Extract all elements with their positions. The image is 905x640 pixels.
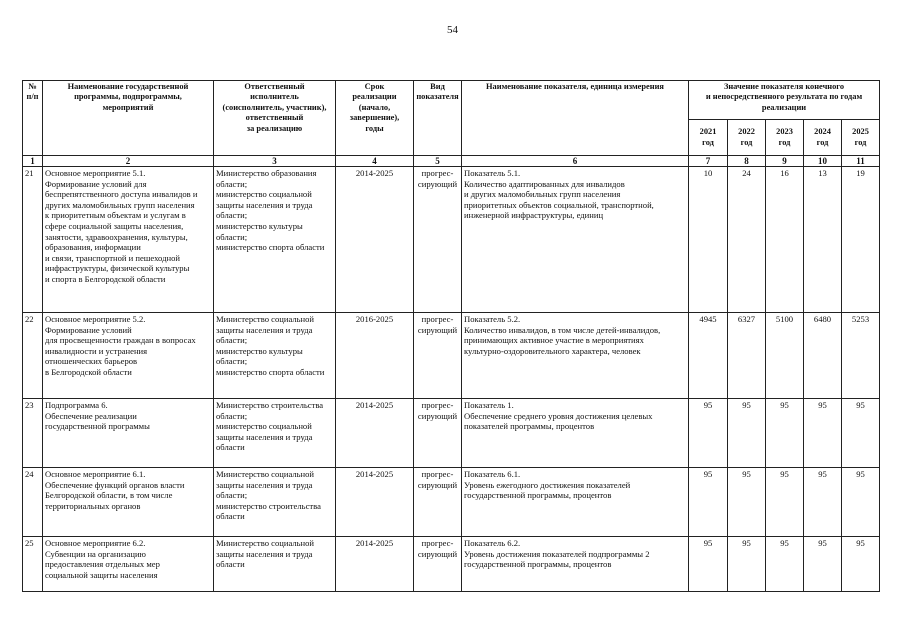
column-number: 10 [804, 156, 842, 167]
row-number: 25 [23, 537, 43, 592]
indicator-value: 95 [728, 537, 766, 592]
indicator-name: Показатель 6.1. Уровень ежегодного достижения показателей государственной программы, процентов [462, 468, 689, 537]
header-num: № п/п [23, 81, 43, 156]
indicator-value: 95 [766, 537, 804, 592]
indicator-value: 95 [689, 537, 728, 592]
measure-name: Основное мероприятие 6.1. Обеспечение функций органов власти Белгородской области, в том числе территориальных органов [43, 468, 214, 537]
indicator-name: Показатель 5.2. Количество инвалидов, в том числе детей-инвалидов, принимающих активное участие в мероприятиях культурно-оздоровительного характера, человек [462, 313, 689, 399]
indicator-value: 19 [842, 167, 880, 313]
indicator-value: 95 [766, 399, 804, 468]
header-type: Вид показателя [414, 81, 462, 156]
responsible-executor: Министерство образования области; министерство социальной защиты населения и труда области; министерство культуры области; министерство спорта области [214, 167, 336, 313]
header-year: 2022 год [728, 120, 766, 156]
measure-name: Основное мероприятие 5.2. Формирование условий для просвещенности граждан в вопросах инвалидности и устранения отношенческих барьеров в Белгородской области [43, 313, 214, 399]
indicator-name: Показатель 6.2. Уровень достижения показателей подпрограммы 2 государственной программы, процентов [462, 537, 689, 592]
column-number: 7 [689, 156, 728, 167]
header-name: Наименование государственной программы, подпрограммы, мероприятий [43, 81, 214, 156]
table-row [23, 468, 880, 537]
indicator-table [22, 80, 880, 592]
row-number: 21 [23, 167, 43, 313]
table-row [23, 167, 880, 313]
row-number: 23 [23, 399, 43, 468]
indicator-value: 95 [804, 399, 842, 468]
indicator-value: 5253 [842, 313, 880, 399]
indicator-value: 6327 [728, 313, 766, 399]
indicator-type: прогрес- сирующий [414, 468, 462, 537]
indicator-value: 6480 [804, 313, 842, 399]
indicator-value: 95 [689, 468, 728, 537]
column-number: 2 [43, 156, 214, 167]
indicator-value: 95 [766, 468, 804, 537]
header-indicator: Наименование показателя, единица измерения [462, 81, 689, 156]
column-number: 3 [214, 156, 336, 167]
indicator-value: 95 [728, 468, 766, 537]
responsible-executor: Министерство социальной защиты населения и труда области [214, 537, 336, 592]
measure-name: Основное мероприятие 6.2. Субвенции на организацию предоставления отдельных мер социальной защиты населения [43, 537, 214, 592]
implementation-period: 2014-2025 [336, 399, 414, 468]
responsible-executor: Министерство социальной защиты населения и труда области; министерство культуры области; министерство спорта области [214, 313, 336, 399]
column-number: 6 [462, 156, 689, 167]
column-number: 5 [414, 156, 462, 167]
header-period: Срок реализации (начало, завершение), годы [336, 81, 414, 156]
measure-name: Основное мероприятие 5.1. Формирование условий для беспрепятственного доступа инвалидов и других маломобильных групп населения к приоритетным объектам и услугам в сфере социальной защиты населения, занятости, здравоохранения, культуры, образования, информации и связи, транспортной и пешеходной инфраструктуры, физической культуры и спорта в Белгородской области [43, 167, 214, 313]
table-row [23, 313, 880, 399]
indicator-value: 95 [842, 537, 880, 592]
implementation-period: 2014-2025 [336, 468, 414, 537]
indicator-value: 16 [766, 167, 804, 313]
indicator-type: прогрес- сирующий [414, 167, 462, 313]
indicator-name: Показатель 1. Обеспечение среднего уровня достижения целевых показателей программы, процентов [462, 399, 689, 468]
column-number: 8 [728, 156, 766, 167]
indicator-value: 10 [689, 167, 728, 313]
header-year: 2025 год [842, 120, 880, 156]
column-number: 11 [842, 156, 880, 167]
indicator-value: 4945 [689, 313, 728, 399]
page-number: 54 [447, 24, 458, 36]
indicator-name: Показатель 5.1. Количество адаптированных для инвалидов и других маломобильных групп населения приоритетных объектов социальной, транспортной, инженерной инфраструктуры, единиц [462, 167, 689, 313]
indicator-type: прогрес- сирующий [414, 537, 462, 592]
responsible-executor: Министерство строительства области; министерство социальной защиты населения и труда области [214, 399, 336, 468]
header-year: 2024 год [804, 120, 842, 156]
table-row [23, 399, 880, 468]
indicator-value: 13 [804, 167, 842, 313]
responsible-executor: Министерство социальной защиты населения и труда области; министерство строительства области [214, 468, 336, 537]
indicator-value: 95 [804, 468, 842, 537]
implementation-period: 2014-2025 [336, 167, 414, 313]
indicator-value: 5100 [766, 313, 804, 399]
header-responsible: Ответственный исполнитель (соисполнитель, участник), ответственный за реализацию [214, 81, 336, 156]
implementation-period: 2014-2025 [336, 537, 414, 592]
column-number: 9 [766, 156, 804, 167]
indicator-value: 95 [804, 537, 842, 592]
row-number: 24 [23, 468, 43, 537]
indicator-value: 24 [728, 167, 766, 313]
indicator-type: прогрес- сирующий [414, 313, 462, 399]
indicator-value: 95 [728, 399, 766, 468]
header-year: 2023 год [766, 120, 804, 156]
row-number: 22 [23, 313, 43, 399]
column-number: 4 [336, 156, 414, 167]
header-values-group: Значение показателя конечного и непосредственного результата по годам реализации [689, 81, 880, 120]
table-row [23, 537, 880, 592]
measure-name: Подпрограмма 6. Обеспечение реализации государственной программы [43, 399, 214, 468]
indicator-type: прогрес- сирующий [414, 399, 462, 468]
column-number-row [23, 156, 880, 167]
column-number: 1 [23, 156, 43, 167]
indicator-value: 95 [842, 399, 880, 468]
indicator-value: 95 [842, 468, 880, 537]
indicator-value: 95 [689, 399, 728, 468]
header-year: 2021 год [689, 120, 728, 156]
implementation-period: 2016-2025 [336, 313, 414, 399]
